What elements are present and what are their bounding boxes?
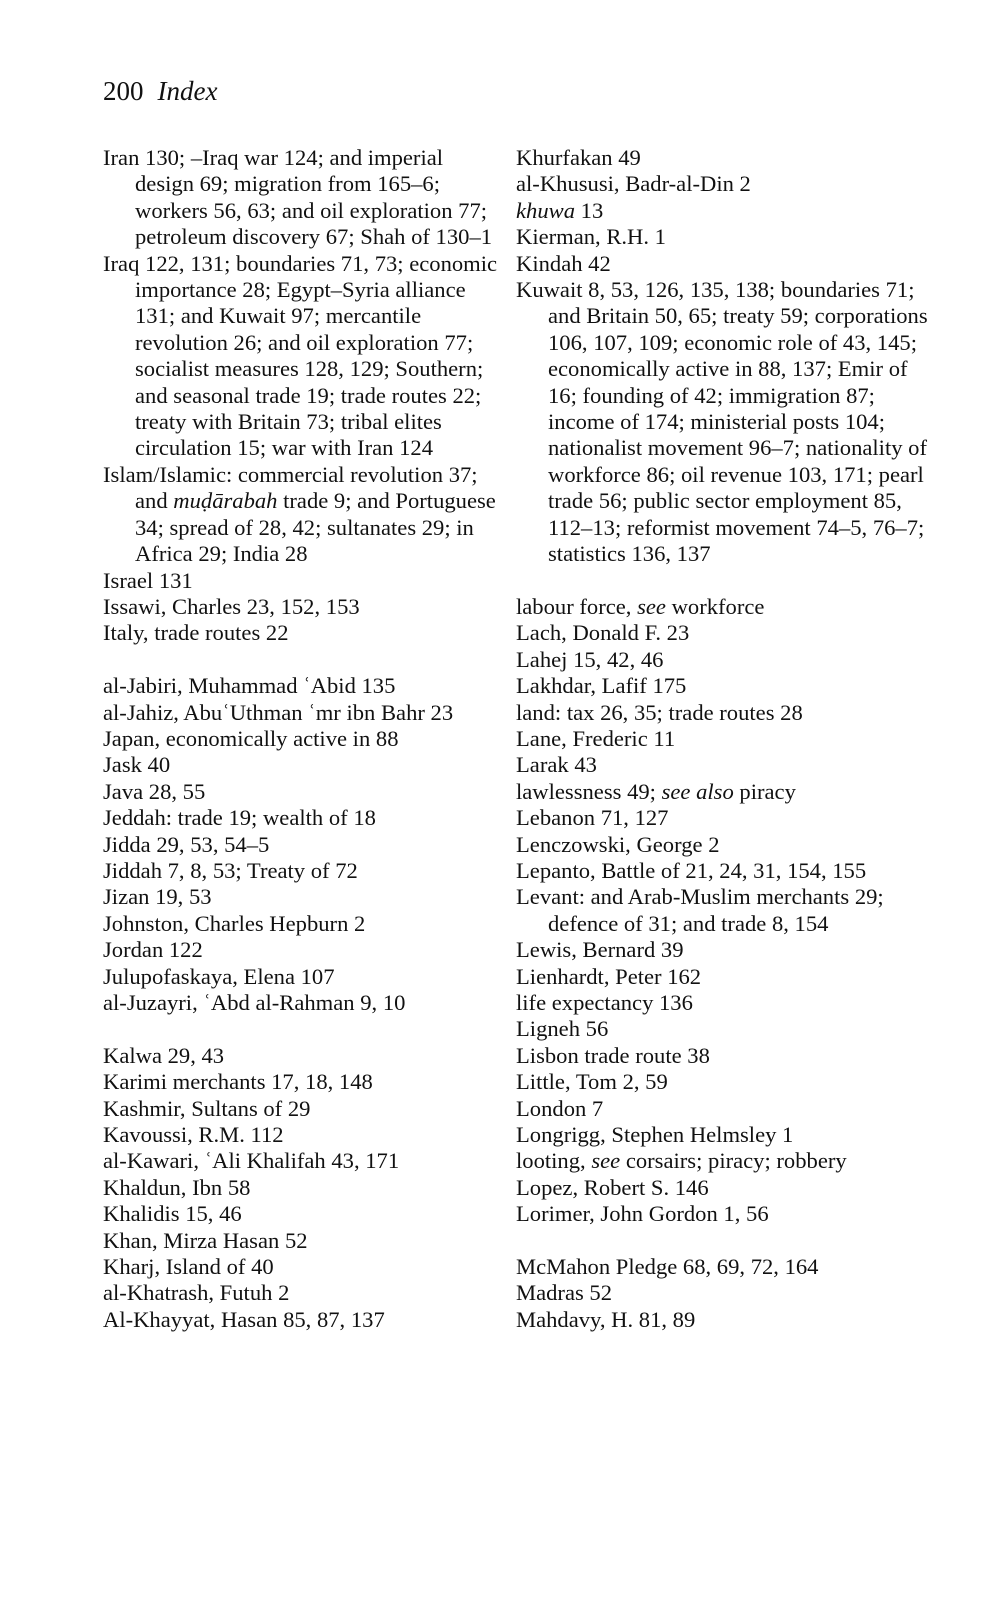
index-entry (103, 620, 498, 646)
index-letter-group (103, 1043, 498, 1333)
index-entry-text: London 7 (516, 1095, 604, 1121)
index-entry-text: al-Kawari, ʿAli Khalifah 43, 171 (103, 1148, 400, 1174)
index-entry (103, 700, 498, 726)
index-entry-text: Levant: and Arab-Muslim merchants 29; defence of 31; and trade 8, 154 (516, 884, 884, 936)
index-entry-text: land: tax 26, 35; trade routes 28 (516, 699, 803, 725)
index-entry (516, 779, 936, 805)
index-entry-text: Kashmir, Sultans of 29 (103, 1095, 311, 1121)
index-entry (516, 1148, 936, 1174)
index-column-left (103, 145, 498, 1333)
index-entry-text: Kierman, R.H. 1 (516, 224, 666, 250)
index-entry-text: Italy, trade routes 22 (103, 620, 289, 646)
index-entry-text: piracy (733, 778, 796, 804)
index-entry (516, 1122, 936, 1148)
index-entry-text: Khaldun, Ibn 58 (103, 1174, 251, 1200)
index-entry (516, 1280, 936, 1306)
index-entry (103, 937, 498, 963)
index-entry-text: al-Khususi, Badr-al-Din 2 (516, 171, 751, 197)
index-entry (103, 752, 498, 778)
index-entry-text: Lakhdar, Lafif 175 (516, 673, 687, 699)
index-entry (103, 884, 498, 910)
index-entry-text: McMahon Pledge 68, 69, 72, 164 (516, 1254, 819, 1280)
index-entry (103, 568, 498, 594)
index-entry-italic-text: khuwa (516, 197, 575, 223)
index-entry-text: looting, (516, 1148, 592, 1174)
index-entry (516, 1254, 936, 1280)
index-entry-text: labour force, (516, 593, 638, 619)
index-entry-italic-text: see also (661, 778, 734, 804)
index-entry (103, 1069, 498, 1095)
index-entry-text: Jask 40 (103, 752, 171, 778)
index-entry (103, 911, 498, 937)
index-entry-text: al-Juzayri, ʿAbd al-Rahman 9, 10 (103, 989, 406, 1015)
index-entry (103, 1148, 498, 1174)
index-entry (516, 990, 936, 1016)
index-entry-text: Khan, Mirza Hasan 52 (103, 1227, 308, 1253)
index-entry-text: lawlessness 49; (516, 778, 662, 804)
index-entry-text: Kindah 42 (516, 250, 611, 276)
index-entry (516, 964, 936, 990)
index-entry-text: Al-Khayyat, Hasan 85, 87, 137 (103, 1306, 385, 1332)
index-entry (103, 251, 498, 462)
index-entry-text: Johnston, Charles Hepburn 2 (103, 910, 366, 936)
index-entry (103, 1175, 498, 1201)
index-entry (103, 1307, 498, 1333)
index-entry-text: Islam/Islamic: commercial revolution 37; and (103, 461, 478, 514)
index-entry-text: Lahej 15, 42, 46 (516, 646, 664, 672)
index-entry (103, 1043, 498, 1069)
index-entry (103, 726, 498, 752)
index-entry-text: Jidda 29, 53, 54–5 (103, 831, 270, 857)
index-entry (516, 620, 936, 646)
index-entry (103, 145, 498, 251)
index-entry (516, 1307, 936, 1333)
index-entry (516, 1016, 936, 1042)
index-entry (103, 1280, 498, 1306)
index-entry-text: Lebanon 71, 127 (516, 805, 669, 831)
index-entry (516, 198, 936, 224)
index-entry-text: Jizan 19, 53 (103, 884, 212, 910)
index-entry-text: life expectancy 136 (516, 989, 693, 1015)
index-entry (103, 1228, 498, 1254)
index-entry (516, 937, 936, 963)
index-entry-text: Madras 52 (516, 1280, 613, 1306)
index-entry (516, 277, 936, 567)
index-entry-text: 13 (575, 197, 604, 223)
index-entry-text: Kalwa 29, 43 (103, 1042, 225, 1068)
index-entry (516, 858, 936, 884)
index-entry (103, 1254, 498, 1280)
index-letter-group (516, 145, 936, 568)
index-entry (516, 224, 936, 250)
index-entry-text: Larak 43 (516, 752, 597, 778)
index-entry-text: Lenczowski, George 2 (516, 831, 720, 857)
index-entry-text: Kuwait 8, 53, 126, 135, 138; boundaries 71; and Britain 50, 65; treaty 59; corporations 106, 107, 109; economic role of 43, 145; economically active in 88, 137; Emir of 16; founding of 42; immigration 87; income of 174; ministerial posts 104; nationalist movement 96–7; nationality of workforce 86; oil revenue 103, 171; pearl trade 56; public sector employment 85, 112–13; reformist movement 74–5, 76–7; statistics 136, 137 (516, 277, 928, 567)
index-entry-text: Lane, Frederic 11 (516, 725, 676, 751)
index-entry-italic-text: muḍārabah (173, 488, 278, 514)
index-entry-text: Iran 130; –Iraq war 124; and imperial design 69; migration from 165–6; workers 56, 63; and oil exploration 77; petroleum discovery 67; Shah of 130–1 (103, 145, 493, 250)
index-entry-text: Khurfakan 49 (516, 145, 641, 170)
index-entry-text: Lorimer, John Gordon 1, 56 (516, 1201, 769, 1227)
index-entry (516, 251, 936, 277)
index-entry (516, 673, 936, 699)
index-entry-text: Iraq 122, 131; boundaries 71, 73; economic importance 28; Egypt–Syria alliance 131; and Kuwait 97; mercantile revolution 26; and oil exploration 77; socialist measures 128, 129; Southern; and seasonal trade 19; trade routes 22; treaty with Britain 73; tribal elites circulation 15; war with Iran 124 (103, 250, 498, 461)
index-entry (516, 752, 936, 778)
page-number: 200 (103, 76, 144, 106)
index-entry (103, 673, 498, 699)
index-entry-text: Jiddah 7, 8, 53; Treaty of 72 (103, 857, 358, 883)
index-entry-text: Java 28, 55 (103, 778, 206, 804)
index-entry-text: Karimi merchants 17, 18, 148 (103, 1069, 373, 1095)
index-entry (516, 1175, 936, 1201)
index-entry (103, 805, 498, 831)
index-entry-text: Ligneh 56 (516, 1016, 609, 1042)
index-letter-group (516, 594, 936, 1228)
index-entry (516, 594, 936, 620)
index-entry-text: Longrigg, Stephen Helmsley 1 (516, 1122, 794, 1148)
index-entry-text: al-Jabiri, Muhammad ʿAbid 135 (103, 673, 396, 699)
index-entry-text: corsairs; piracy; robbery (620, 1148, 847, 1174)
index-entry-text: Lewis, Bernard 39 (516, 937, 684, 963)
index-entry-text: Lepanto, Battle of 21, 24, 31, 154, 155 (516, 857, 867, 883)
running-header (103, 76, 217, 107)
index-letter-group (516, 1254, 936, 1333)
index-entry-text: Lisbon trade route 38 (516, 1042, 710, 1068)
index-entry (516, 1069, 936, 1095)
index-entry (103, 594, 498, 620)
index-entry-text: trade 9; and Portuguese 34; spread of 28, 42; sultanates 29; in Africa 29; India 28 (135, 488, 496, 567)
index-entry (103, 462, 498, 568)
index-entry-text: Jordan 122 (103, 937, 203, 963)
index-letter-group (103, 145, 498, 647)
index-entry-text: al-Khatrash, Futuh 2 (103, 1280, 290, 1306)
index-entry (516, 145, 936, 171)
index-entry (103, 1096, 498, 1122)
index-entry (516, 726, 936, 752)
index-entry (516, 832, 936, 858)
index-entry-text: Kavoussi, R.M. 112 (103, 1122, 284, 1147)
running-title: Index (157, 76, 218, 106)
index-entry-italic-text: see (637, 593, 666, 619)
index-entry (516, 1043, 936, 1069)
index-entry-text: Issawi, Charles 23, 152, 153 (103, 593, 360, 619)
index-entry (103, 964, 498, 990)
index-entry-text: Lienhardt, Peter 162 (516, 963, 702, 989)
index-entry (516, 171, 936, 197)
index-entry (103, 1201, 498, 1227)
index-entry (103, 779, 498, 805)
index-entry (516, 1201, 936, 1227)
index-entry-text: Little, Tom 2, 59 (516, 1069, 668, 1095)
index-entry (516, 884, 936, 937)
index-letter-group (103, 673, 498, 1016)
index-entry-text: Israel 131 (103, 567, 193, 593)
index-entry-text: Lach, Donald F. 23 (516, 620, 690, 646)
index-entry (516, 805, 936, 831)
index-entry-text: workforce (665, 593, 765, 619)
index-entry-text: Julupofaskaya, Elena 107 (103, 963, 335, 989)
index-entry (516, 1096, 936, 1122)
index-entry-text: Kharj, Island of 40 (103, 1254, 274, 1280)
index-entry (516, 700, 936, 726)
index-entry-text: Jeddah: trade 19; wealth of 18 (103, 805, 376, 831)
index-entry (103, 990, 498, 1016)
index-entry-text: al-Jahiz, AbuʿUthman ʿmr ibn Bahr 23 (103, 699, 454, 725)
index-column-right (516, 145, 936, 1333)
index-entry-text: Khalidis 15, 46 (103, 1201, 242, 1227)
index-entry-italic-text: see (591, 1148, 621, 1174)
index-entry (103, 1122, 498, 1148)
index-entry-text: Lopez, Robert S. 146 (516, 1174, 709, 1200)
index-entry (103, 858, 498, 884)
index-entry-text: Japan, economically active in 88 (103, 725, 399, 751)
index-entry (516, 647, 936, 673)
index-entry-text: Mahdavy, H. 81, 89 (516, 1306, 696, 1332)
index-entry (103, 832, 498, 858)
